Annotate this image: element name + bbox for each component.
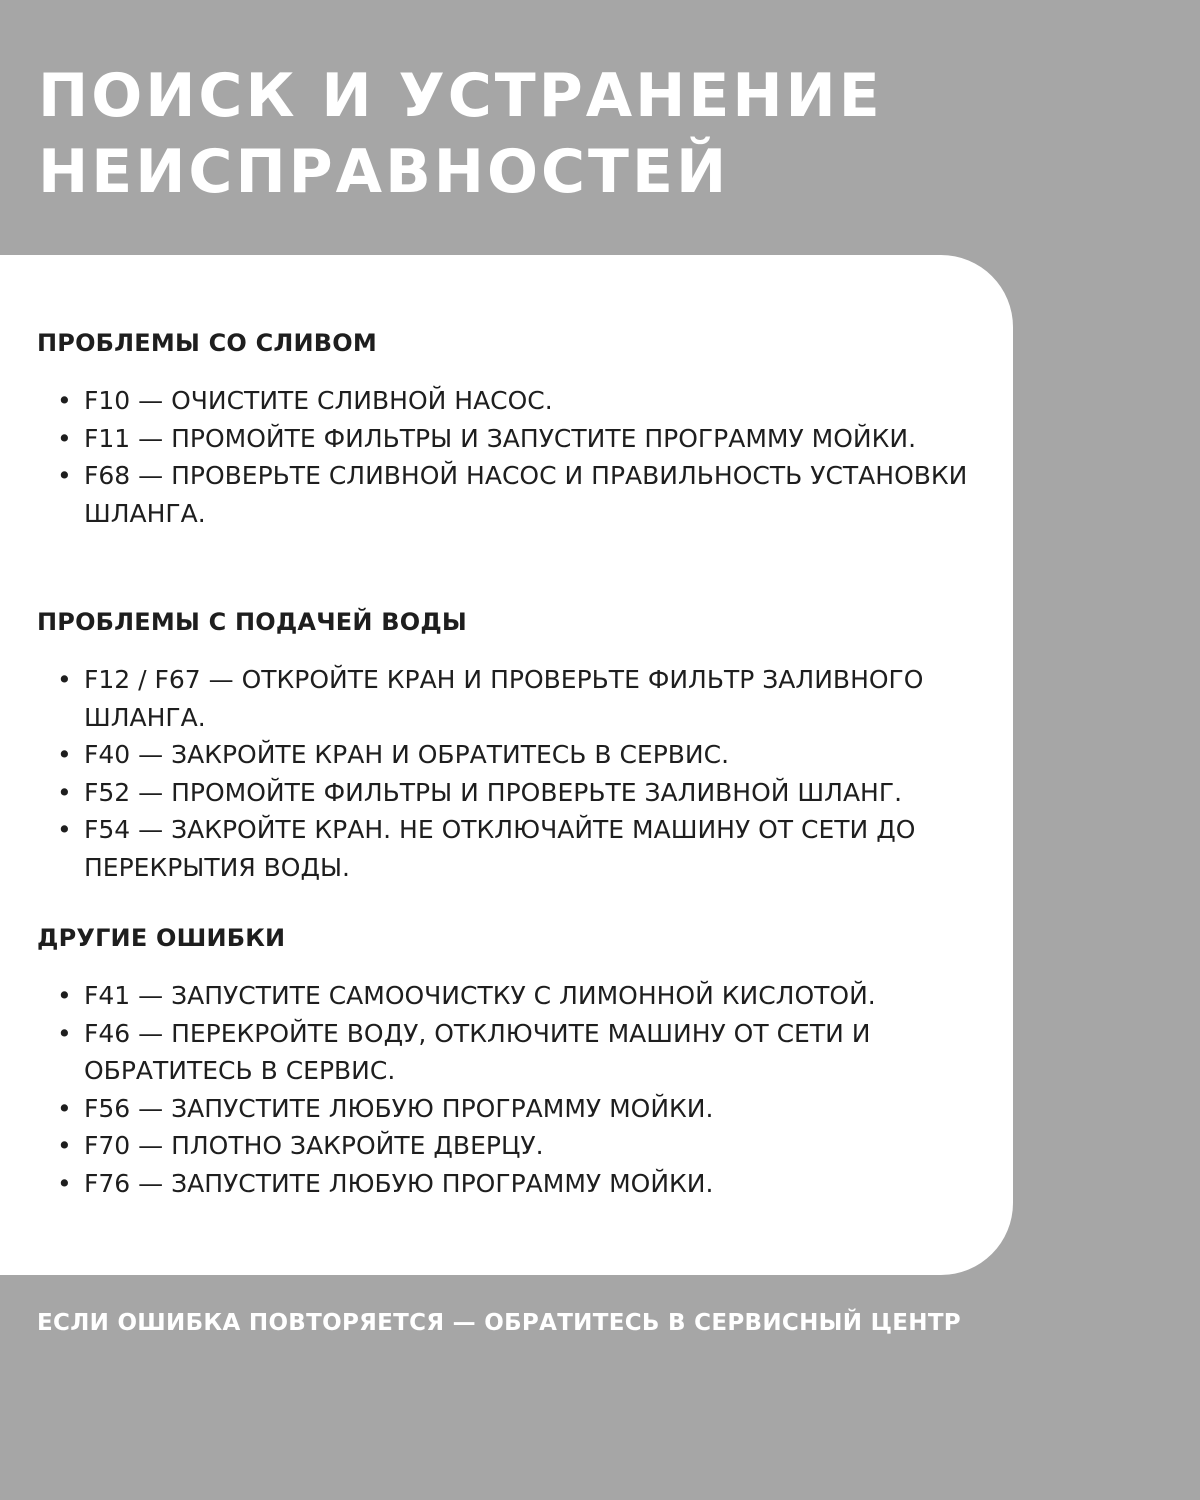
bullet-icon: • xyxy=(57,740,72,769)
list-item xyxy=(0,736,1013,774)
bullet-icon: • xyxy=(57,1168,72,1198)
bullet-icon: • xyxy=(57,815,72,844)
list-item xyxy=(0,382,1013,420)
list-item xyxy=(0,977,1013,1015)
bullet-icon: • xyxy=(57,1018,72,1048)
list-item-text: F10 — ОЧИСТИТЕ СЛИВНОЙ НАСОС. xyxy=(84,386,553,415)
page-title: ПОИСК И УСТРАНЕНИЕ НЕИСПРАВНОСТЕЙ xyxy=(38,61,883,207)
list-item-text: F41 — ЗАПУСТИТЕ САМООЧИСТКУ С ЛИМОННОЙ КИСЛОТОЙ. xyxy=(84,981,876,1010)
list-item-text: F52 — ПРОМОЙТЕ ФИЛЬТРЫ И ПРОВЕРЬТЕ ЗАЛИВНОЙ ШЛАНГ. xyxy=(84,777,903,807)
list-item xyxy=(0,457,1013,532)
error-list xyxy=(0,977,1013,1202)
error-list xyxy=(0,661,1013,886)
list-item xyxy=(0,1165,1013,1203)
list-item xyxy=(0,661,1013,736)
section-water-supply xyxy=(0,607,1013,886)
list-item xyxy=(0,811,1013,886)
bullet-icon: • xyxy=(57,777,72,807)
bullet-icon: • xyxy=(57,981,72,1010)
list-item xyxy=(0,1090,1013,1128)
bullet-icon: • xyxy=(57,1131,72,1160)
section-drain xyxy=(0,328,1013,532)
section-title: ПРОБЛЕМЫ СО СЛИВОМ xyxy=(37,329,377,357)
error-list xyxy=(0,382,1013,532)
list-item-text: F54 — ЗАКРОЙТЕ КРАН. НЕ ОТКЛЮЧАЙТЕ МАШИНУ ОТ СЕТИ ДО ПЕРЕКРЫТИЯ ВОДЫ. xyxy=(84,815,916,882)
list-item-text: F76 — ЗАПУСТИТЕ ЛЮБУЮ ПРОГРАММУ МОЙКИ. xyxy=(84,1168,714,1198)
list-item-text: F56 — ЗАПУСТИТЕ ЛЮБУЮ ПРОГРАММУ МОЙКИ. xyxy=(84,1093,714,1123)
list-item xyxy=(0,1127,1013,1165)
list-item-text: F46 — ПЕРЕКРОЙТЕ ВОДУ, ОТКЛЮЧИТЕ МАШИНУ ОТ СЕТИ И ОБРАТИТЕСЬ В СЕРВИС. xyxy=(84,1018,871,1085)
content-card xyxy=(0,255,1013,1275)
bullet-icon: • xyxy=(57,665,72,694)
section-other-errors xyxy=(0,923,1013,1202)
bullet-icon: • xyxy=(57,1093,72,1123)
bullet-icon: • xyxy=(57,461,72,490)
footer-note: ЕСЛИ ОШИБКА ПОВТОРЯЕТСЯ — ОБРАТИТЕСЬ В СЕРВИСНЫЙ ЦЕНТР xyxy=(37,1310,961,1336)
list-item-text: F12 / F67 — ОТКРОЙТЕ КРАН И ПРОВЕРЬТЕ ФИЛЬТР ЗАЛИВНОГО ШЛАНГА. xyxy=(84,665,924,732)
list-item xyxy=(0,774,1013,812)
list-item-text: F11 — ПРОМОЙТЕ ФИЛЬТРЫ И ЗАПУСТИТЕ ПРОГРАММУ МОЙКИ. xyxy=(84,423,917,453)
section-title: ПРОБЛЕМЫ С ПОДАЧЕЙ ВОДЫ xyxy=(37,608,467,636)
list-item-text: F40 — ЗАКРОЙТЕ КРАН И ОБРАТИТЕСЬ В СЕРВИС. xyxy=(84,740,730,769)
section-title: ДРУГИЕ ОШИБКИ xyxy=(37,924,286,952)
bullet-icon: • xyxy=(57,423,72,453)
bullet-icon: • xyxy=(57,386,72,415)
list-item xyxy=(0,420,1013,458)
list-item-text: F70 — ПЛОТНО ЗАКРОЙТЕ ДВЕРЦУ. xyxy=(84,1131,544,1160)
list-item-text: F68 — ПРОВЕРЬТЕ СЛИВНОЙ НАСОС И ПРАВИЛЬНОСТЬ УСТАНОВКИ ШЛАНГА. xyxy=(84,461,968,528)
list-item xyxy=(0,1015,1013,1090)
